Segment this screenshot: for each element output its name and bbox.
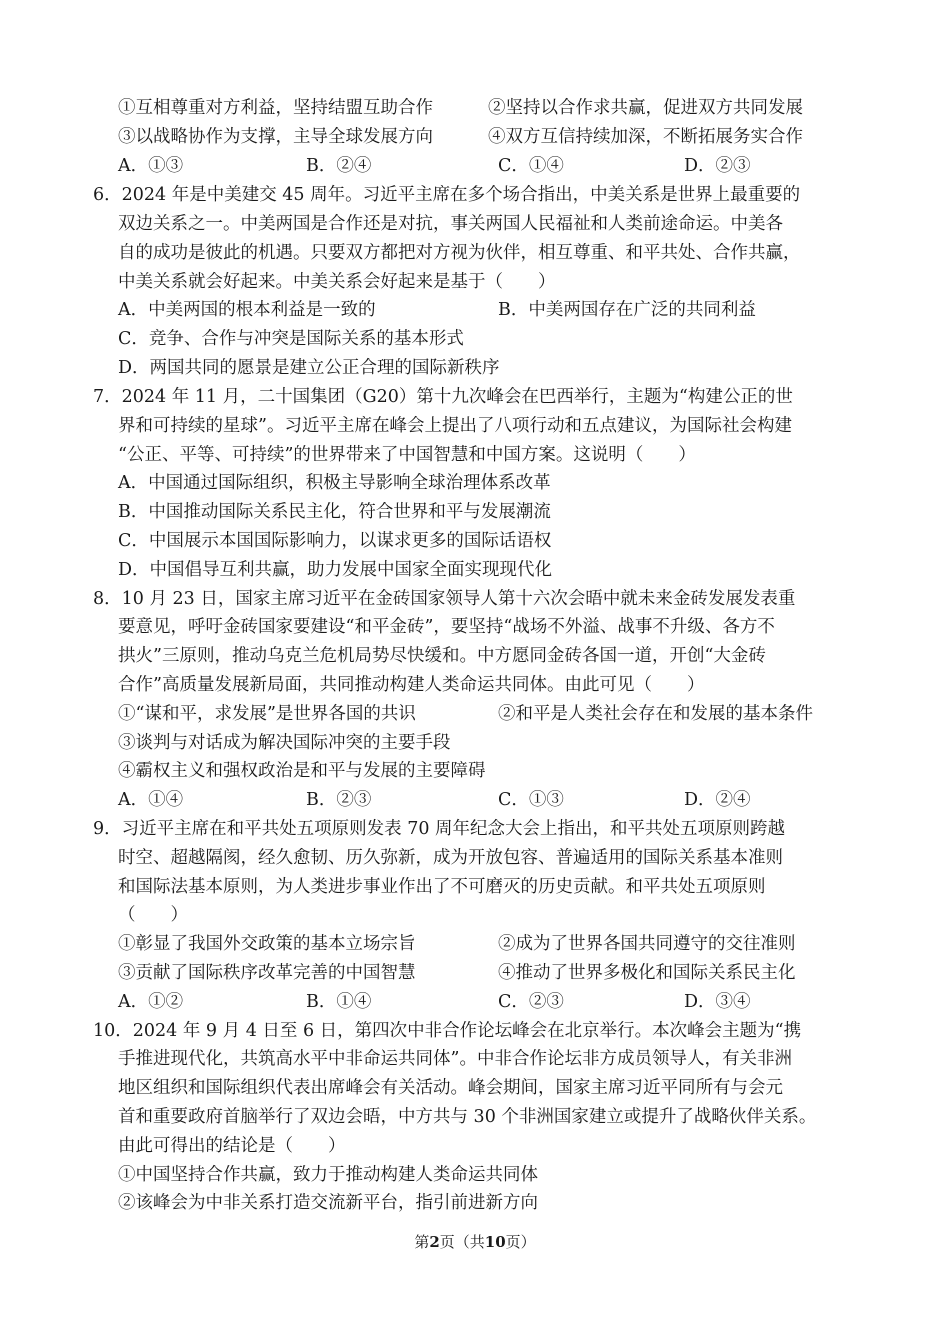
q10-item-2: ②该峰会为中非关系打造交流新平台，指引前进新方向 xyxy=(118,1193,538,1213)
q7-choice-d: D．中国倡导互利共赢，助力发展中国家全面实现现代化 xyxy=(118,560,553,580)
q6-choice-c: C．竞争、合作与冲突是国际关系的基本形式 xyxy=(118,329,464,349)
q9-item-2: ②成为了世界各国共同遵守的交往准则 xyxy=(498,934,796,954)
q8-choice-c: C．①③ xyxy=(498,790,564,810)
q10-stem-line: 10．2024 年 9 月 4 日至 6 日，第四次中非合作论坛峰会在北京举行。本次峰会主题为“携 xyxy=(93,1021,802,1041)
q8-item-1: ①“谋和平，求发展”是世界各国的共识 xyxy=(118,704,416,724)
q6-choice-d: D．两国共同的愿景是建立公正合理的国际新秩序 xyxy=(118,358,500,378)
q5-option-4: ④双方互信持续加深，不断拓展务实合作 xyxy=(488,127,803,147)
q8-item-3: ③谈判与对话成为解决国际冲突的主要手段 xyxy=(118,733,451,753)
q9-choice-c: C．②③ xyxy=(498,992,564,1012)
q9-stem-line: 和国际法基本原则，为人类进步事业作出了不可磨灭的历史贡献。和平共处五项原则 xyxy=(118,877,766,897)
q5-choice-c: C．①④ xyxy=(498,156,564,176)
q9-choice-a: A．①② xyxy=(118,992,184,1012)
q10-stem-line: 由此可得出的结论是（ ） xyxy=(118,1136,346,1156)
q7-choice-b: B．中国推动国际关系民主化，符合世界和平与发展潮流 xyxy=(118,502,551,522)
q5-choice-a: A．①③ xyxy=(118,156,184,176)
q9-item-4: ④推动了世界多极化和国际关系民主化 xyxy=(498,963,796,983)
q9-choice-d: D．③④ xyxy=(684,992,751,1012)
q6-choice-a: A．中美两国的根本利益是一致的 xyxy=(118,300,376,320)
q5-option-2: ②坚持以合作求共赢，促进双方共同发展 xyxy=(488,98,803,118)
q8-item-2: ②和平是人类社会存在和发展的基本条件 xyxy=(498,704,813,724)
page-footer xyxy=(0,1232,950,1252)
q7-stem-line: “公正、平等、可持续”的世界带来了中国智慧和中国方案。这说明（ ） xyxy=(118,445,696,465)
q9-item-1: ①彰显了我国外交政策的基本立场宗旨 xyxy=(118,934,416,954)
footer-total-pages: 10 xyxy=(484,1233,506,1251)
q5-option-3: ③以战略协作为支撑，主导全球发展方向 xyxy=(118,127,433,147)
q7-choice-c: C．中国展示本国国际影响力，以谋求更多的国际话语权 xyxy=(118,531,552,551)
q8-choice-d: D．②④ xyxy=(684,790,751,810)
q8-stem-line: 合作”高质量发展新局面，共同推动构建人类命运共同体。由此可见（ ） xyxy=(118,675,705,695)
q5-choice-b: B．②④ xyxy=(306,156,372,176)
q9-stem-line: 时空、超越隔阂，经久愈韧、历久弥新，成为开放包容、普遍适用的国际关系基本准则 xyxy=(118,848,783,868)
q8-item-4: ④霸权主义和强权政治是和平与发展的主要障碍 xyxy=(118,761,486,781)
q10-stem-line: 手推进现代化，共筑高水平中非命运共同体”。中非合作论坛非方成员领导人，有关非洲 xyxy=(118,1049,792,1069)
q9-item-3: ③贡献了国际秩序改革完善的中国智慧 xyxy=(118,963,416,983)
q6-stem-line: 中美关系就会好起来。中美关系会好起来是基于（ ） xyxy=(118,272,556,292)
q5-option-1: ①互相尊重对方利益，坚持结盟互助合作 xyxy=(118,98,433,118)
footer-page-number: 2 xyxy=(429,1233,440,1251)
q8-choice-a: A．①④ xyxy=(118,790,184,810)
q7-stem-line: 界和可持续的星球”。习近平主席在峰会上提出了八项行动和五点建议，为国际社会构建 xyxy=(118,416,792,436)
q8-stem-line: 拱火”三原则，推动乌克兰危机局势尽快缓和。中方愿同金砖各国一道，开创“大金砖 xyxy=(118,646,766,666)
q8-stem-line: 要意见，呼吁金砖国家要建设“和平金砖”，要坚持“战场不外溢、战事不升级、各方不 xyxy=(118,617,775,637)
q8-choice-b: B．②③ xyxy=(306,790,372,810)
q7-choice-a: A．中国通过国际组织，积极主导影响全球治理体系改革 xyxy=(118,473,551,493)
q6-choice-b: B．中美两国存在广泛的共同利益 xyxy=(498,300,756,320)
footer-mid: 页（共 xyxy=(439,1233,485,1251)
q10-stem-line: 地区组织和国际组织代表出席峰会有关活动。峰会期间，国家主席习近平同所有与会元 xyxy=(118,1078,783,1098)
q9-choice-b: B．①④ xyxy=(306,992,372,1012)
q9-answer-blank: （ ） xyxy=(118,905,188,925)
q5-choice-d: D．②③ xyxy=(684,156,751,176)
q6-stem-line: 双边关系之一。中美两国是合作还是对抗，事关两国人民福祉和人类前途命运。中美各 xyxy=(118,214,783,234)
q8-stem-line: 8．10 月 23 日，国家主席习近平在金砖国家领导人第十六次会晤中就未来金砖发展发表重 xyxy=(93,589,796,609)
q7-stem-line: 7．2024 年 11 月，二十国集团（G20）第十九次峰会在巴西举行，主题为“构建公正的世 xyxy=(93,387,793,407)
q6-stem-line: 自的成功是彼此的机遇。只要双方都把对方视为伙伴，相互尊重、和平共处、合作共赢， xyxy=(118,243,801,263)
q10-stem-line: 首和重要政府首脑举行了双边会晤，中方共与 30 个非洲国家建立或提升了战略伙伴关系。 xyxy=(118,1107,817,1127)
q6-stem-line: 6．2024 年是中美建交 45 周年。习近平主席在多个场合指出，中美关系是世界上最重要的 xyxy=(93,185,801,205)
footer-prefix: 第 xyxy=(414,1233,430,1251)
footer-suffix: 页） xyxy=(505,1233,536,1251)
q9-stem-line: 9．习近平主席在和平共处五项原则发表 70 周年纪念大会上指出，和平共处五项原则跨越 xyxy=(93,819,786,839)
q10-item-1: ①中国坚持合作共赢，致力于推动构建人类命运共同体 xyxy=(118,1165,538,1185)
